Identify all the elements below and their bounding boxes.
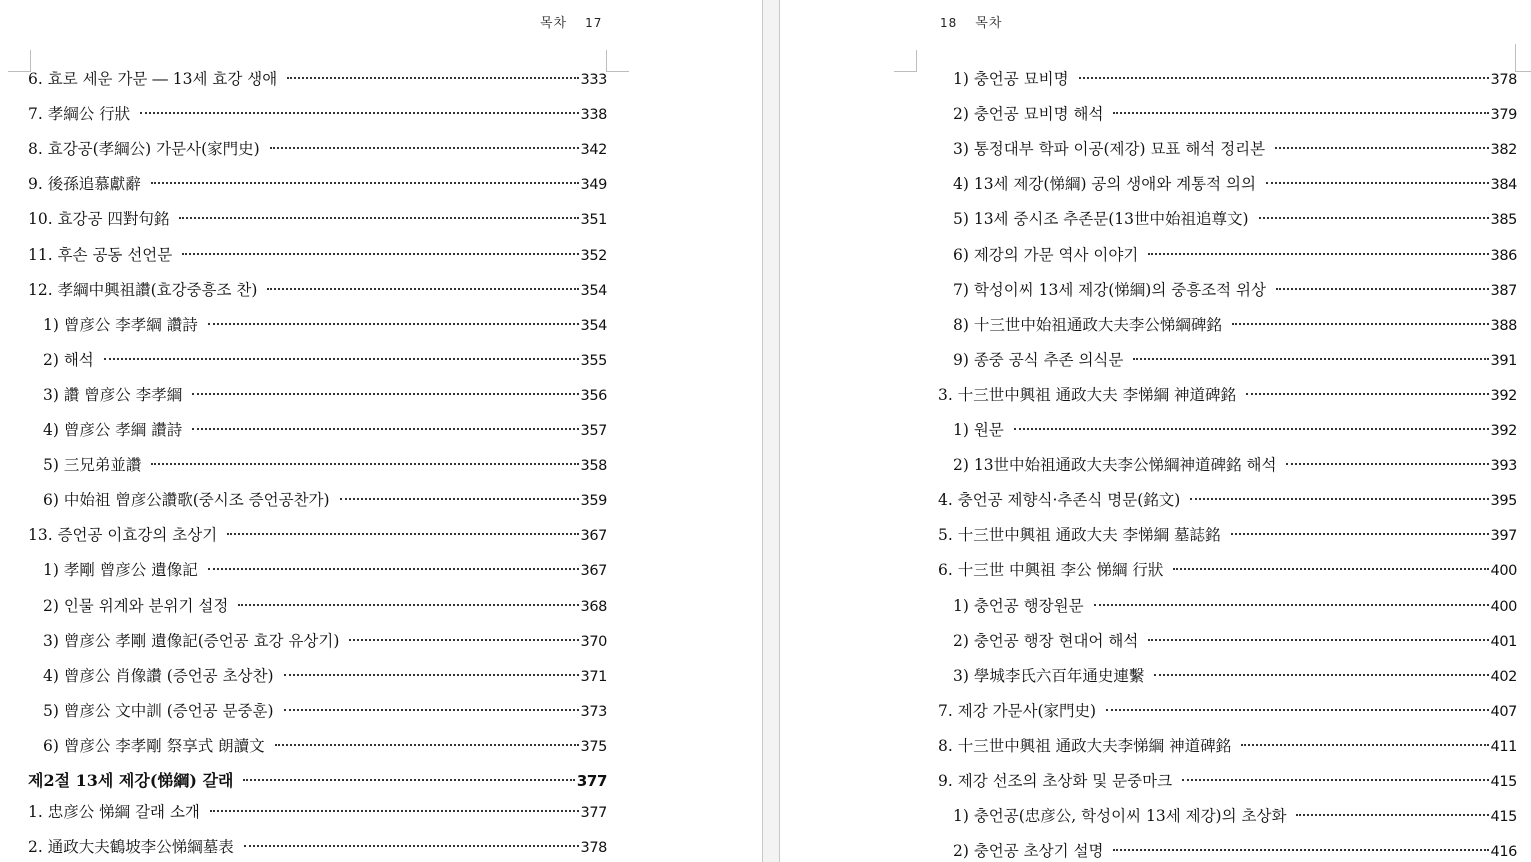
toc-entry-page-number: 354: [580, 283, 607, 299]
toc-entry: [43, 487, 607, 513]
toc-dot-leader: [1259, 217, 1489, 219]
toc-entry-page-number: 386: [1490, 248, 1517, 264]
toc-entry-page-number: 397: [1490, 528, 1517, 544]
toc-entry-page-number: 377: [576, 772, 607, 790]
toc-entry: [953, 206, 1517, 232]
toc-entry: [43, 382, 607, 408]
toc-dot-leader: [1241, 744, 1488, 746]
toc-entry-page-number: 368: [580, 599, 607, 615]
toc-dot-leader: [151, 182, 579, 184]
toc-entry: [953, 242, 1517, 268]
toc-entry: [938, 382, 1517, 408]
crop-mark: [916, 50, 917, 72]
toc-entry-title: 1) 충언공 행장원문: [953, 597, 1084, 615]
toc-dot-leader: [243, 779, 574, 781]
toc-entry-page-number: 416: [1490, 844, 1517, 860]
toc-dot-leader: [182, 253, 578, 255]
toc-entry-title: 6) 제강의 가문 역사 이야기: [953, 246, 1139, 264]
toc-entry-title: 4. 충언공 제향식·추존식 명문(銘文): [938, 491, 1181, 509]
toc-entry: [28, 171, 607, 197]
toc-dot-leader: [192, 428, 578, 430]
toc-entry-title: 제2절 13세 제강(悌綱) 갈래: [28, 771, 234, 790]
toc-dot-leader: [1246, 393, 1489, 395]
header-label: 목차: [975, 16, 1003, 31]
toc-entry-title: 6) 曾彦公 李孝剛 祭享式 朗讀文: [43, 737, 265, 755]
toc-entry-page-number: 402: [1490, 669, 1517, 685]
toc-entry-page-number: 358: [580, 458, 607, 474]
toc-entry: [43, 312, 607, 338]
toc-entry-title: 5. 十三世中興祖 通政大夫 李悌綱 墓誌銘: [938, 526, 1221, 544]
toc-dot-leader: [1296, 814, 1488, 816]
toc-entry-page-number: 354: [580, 318, 607, 334]
crop-mark: [607, 71, 629, 72]
toc-entry-page-number: 373: [580, 704, 607, 720]
toc-entry-page-number: 375: [580, 739, 607, 755]
toc-entry-title: 4) 13세 제강(悌綱) 공의 생애와 계통적 의의: [953, 175, 1256, 193]
toc-dot-leader: [1014, 428, 1489, 430]
toc-entry: [28, 768, 607, 794]
right-page: [780, 0, 1531, 862]
toc-entry-title: 10. 효강공 四對句銘: [28, 210, 170, 228]
toc-entry-page-number: 359: [580, 493, 607, 509]
toc-entry-title: 2) 인물 위계와 분위기 설정: [43, 597, 229, 615]
toc-dot-leader: [275, 744, 579, 746]
toc-dot-leader: [340, 498, 579, 500]
toc-entry-title: 6) 中始祖 曾彦公讚歌(중시조 증언공찬가): [43, 491, 330, 509]
toc-dot-leader: [1266, 182, 1489, 184]
toc-entry-page-number: 352: [580, 248, 607, 264]
toc-entry-page-number: 395: [1490, 493, 1517, 509]
toc-entry-title: 3) 讚 曾彦公 李孝綱: [43, 386, 183, 404]
left-page: [0, 0, 762, 862]
toc-entry-title: 8) 十三世中始祖通政大夫李公悌綱碑銘: [953, 316, 1222, 334]
toc-entry: [43, 663, 607, 689]
toc-entry: [28, 206, 607, 232]
toc-entry-page-number: 392: [1490, 388, 1517, 404]
toc-dot-leader: [208, 568, 579, 570]
toc-entry-title: 3. 十三世中興祖 通政大夫 李悌綱 神道碑銘: [938, 386, 1236, 404]
toc-entry-page-number: 333: [580, 72, 607, 88]
toc-entry-page-number: 392: [1490, 423, 1517, 439]
toc-entry-title: 2. 通政大夫鶴坡李公悌綱墓表: [28, 838, 234, 856]
toc-entry: [938, 768, 1517, 794]
toc-entry: [953, 803, 1517, 829]
toc-entry: [43, 557, 607, 583]
toc-dot-leader: [1173, 568, 1488, 570]
toc-entry-page-number: 400: [1490, 599, 1517, 615]
toc-entry-title: 5) 曾彦公 文中訓 (증언공 문중훈): [43, 702, 274, 720]
toc-entry-title: 3) 學城李氏六百年通史連繫: [953, 667, 1145, 685]
toc-entry-page-number: 384: [1490, 177, 1517, 193]
toc-entry: [28, 522, 607, 548]
toc-entry: [938, 557, 1517, 583]
toc-dot-leader: [349, 639, 578, 641]
toc-entry: [953, 593, 1517, 619]
toc-dot-leader: [287, 77, 578, 79]
toc-dot-leader: [227, 533, 578, 535]
toc-dot-leader: [238, 604, 578, 606]
toc-dot-leader: [1113, 849, 1488, 851]
toc-entry: [953, 452, 1517, 478]
toc-entry: [953, 628, 1517, 654]
toc-entry-page-number: 371: [580, 669, 607, 685]
toc-entry-page-number: 378: [1490, 72, 1517, 88]
toc-entry-title: 1) 曾彦公 李孝綱 讚詩: [43, 316, 198, 334]
toc-entry-page-number: 367: [580, 563, 607, 579]
toc-entry-page-number: 393: [1490, 458, 1517, 474]
toc-dot-leader: [1190, 498, 1488, 500]
toc-entry-title: 13. 증언공 이효강의 초상기: [28, 526, 218, 544]
toc-entry-page-number: 382: [1490, 142, 1517, 158]
toc-dot-leader: [104, 358, 579, 360]
toc-entry-page-number: 415: [1490, 809, 1517, 825]
toc-dot-leader: [267, 288, 578, 290]
toc-entry-page-number: 391: [1490, 353, 1517, 369]
toc-entry: [28, 136, 607, 162]
toc-entry: [953, 312, 1517, 338]
toc-entry: [28, 277, 607, 303]
toc-dot-leader: [1113, 112, 1488, 114]
toc-entry-page-number: 385: [1490, 212, 1517, 228]
toc-dot-leader: [270, 147, 579, 149]
toc-entry: [28, 242, 607, 268]
toc-entry-page-number: 338: [580, 107, 607, 123]
toc-entry: [953, 136, 1517, 162]
toc-entry: [953, 171, 1517, 197]
toc-entry-title: 8. 十三世中興祖 通政大夫李悌綱 神道碑銘: [938, 737, 1232, 755]
toc-entry-page-number: 342: [580, 142, 607, 158]
toc-entry: [938, 487, 1517, 513]
toc-dot-leader: [192, 393, 578, 395]
toc-entry: [28, 66, 607, 92]
toc-entry-title: 7. 제강 가문사(家門史): [938, 702, 1097, 720]
header-page-number: 17: [585, 16, 603, 30]
toc-entry: [953, 101, 1517, 127]
toc-entry: [953, 277, 1517, 303]
toc-dot-leader: [1148, 253, 1488, 255]
toc-entry-title: 1) 충언공 묘비명: [953, 70, 1069, 88]
toc-entry: [28, 101, 607, 127]
toc-entry: [43, 733, 607, 759]
toc-entry-page-number: 377: [580, 805, 607, 821]
toc-entry-title: 1) 충언공(忠彦公, 학성이씨 13세 제강)의 초상화: [953, 807, 1287, 825]
toc-entry-title: 8. 효강공(孝綱公) 가문사(家門史): [28, 140, 260, 158]
toc-entry-title: 9. 제강 선조의 초상화 및 문중마크: [938, 772, 1173, 790]
toc-entry-page-number: 415: [1490, 774, 1517, 790]
toc-entry-title: 2) 충언공 행장 현대어 해석: [953, 632, 1139, 650]
toc-entry-title: 3) 曾彦公 孝剛 遺像記(증언공 효강 유상기): [43, 632, 340, 650]
toc-entry-title: 5) 三兄弟並讚: [43, 456, 142, 474]
toc-entry-title: 2) 충언공 초상기 설명: [953, 842, 1104, 860]
toc-entry-page-number: 400: [1490, 563, 1517, 579]
toc-entry-title: 1) 孝剛 曾彦公 遺像記: [43, 561, 198, 579]
toc-entry: [953, 663, 1517, 689]
toc-entry-title: 3) 통정대부 학파 이공(제강) 묘표 해석 정리본: [953, 140, 1266, 158]
toc-entry-page-number: 378: [580, 840, 607, 856]
toc-entry-title: 7. 孝綱公 行狀: [28, 105, 131, 123]
crop-mark: [8, 71, 30, 72]
header-page-number: 18: [940, 16, 958, 30]
toc-entry-page-number: 401: [1490, 634, 1517, 650]
toc-dot-leader: [284, 709, 579, 711]
toc-entry-title: 1. 忠彦公 悌綱 갈래 소개: [28, 803, 200, 821]
toc-entry-page-number: 370: [580, 634, 607, 650]
toc-dot-leader: [1094, 604, 1489, 606]
toc-entry-title: 4) 曾彦公 孝綱 讚詩: [43, 421, 183, 439]
page-divider: [762, 0, 780, 862]
toc-entry: [43, 698, 607, 724]
toc-dot-leader: [1182, 779, 1488, 781]
toc-entry-page-number: 367: [580, 528, 607, 544]
toc-entry-title: 9) 종중 공식 추존 의식문: [953, 351, 1124, 369]
toc-entry: [938, 698, 1517, 724]
toc-entry: [43, 452, 607, 478]
toc-entry-page-number: 357: [580, 423, 607, 439]
toc-entry-title: 6. 十三世 中興祖 李公 悌綱 行狀: [938, 561, 1164, 579]
toc-entry: [938, 733, 1517, 759]
toc-entry: [953, 66, 1517, 92]
toc-entry-page-number: 387: [1490, 283, 1517, 299]
toc-dot-leader: [1232, 323, 1489, 325]
toc-entry: [953, 347, 1517, 373]
toc-entry: [43, 347, 607, 373]
toc-entry-title: 11. 후손 공동 선언문: [28, 246, 173, 264]
toc-entry-page-number: 379: [1490, 107, 1517, 123]
toc-dot-leader: [284, 674, 579, 676]
toc-dot-leader: [1133, 358, 1488, 360]
toc-dot-leader: [1154, 674, 1488, 676]
toc-dot-leader: [1231, 533, 1489, 535]
toc-entry-page-number: 356: [580, 388, 607, 404]
toc-entry: [43, 417, 607, 443]
toc-entry-title: 2) 해석: [43, 351, 94, 369]
toc-dot-leader: [1276, 288, 1489, 290]
toc-dot-leader: [1275, 147, 1488, 149]
toc-entry-title: 5) 13세 중시조 추존문(13世中始祖追尊文): [953, 210, 1249, 228]
page-header: [540, 12, 602, 31]
toc-entry-title: 9. 後孫追慕獻辭: [28, 175, 141, 193]
toc-entry-title: 1) 원문: [953, 421, 1004, 439]
toc-dot-leader: [151, 463, 578, 465]
toc-dot-leader: [1079, 77, 1489, 79]
toc-entry-page-number: 407: [1490, 704, 1517, 720]
toc-entry: [28, 834, 607, 860]
toc-dot-leader: [179, 217, 578, 219]
toc-dot-leader: [1148, 639, 1488, 641]
toc-entry: [938, 522, 1517, 548]
toc-dot-leader: [208, 323, 579, 325]
toc-entry-title: 4) 曾彦公 肖像讚 (증언공 초상찬): [43, 667, 274, 685]
header-label: 목차: [540, 16, 568, 31]
toc-entry-page-number: 411: [1490, 739, 1517, 755]
toc-entry: [43, 593, 607, 619]
toc-dot-leader: [244, 845, 579, 847]
toc-entry-title: 7) 학성이씨 13세 제강(悌綱)의 중흥조적 위상: [953, 281, 1266, 299]
toc-dot-leader: [1106, 709, 1488, 711]
toc-entry-page-number: 349: [580, 177, 607, 193]
toc-entry: [953, 838, 1517, 862]
toc-entry-page-number: 355: [580, 353, 607, 369]
toc-entry: [953, 417, 1517, 443]
toc-entry-title: 6. 효로 세운 가문 ― 13세 효강 생애: [28, 70, 278, 88]
toc-dot-leader: [210, 810, 579, 812]
toc-dot-leader: [140, 112, 578, 114]
crop-mark: [1516, 71, 1531, 72]
toc-dot-leader: [1286, 463, 1488, 465]
toc-entry-title: 2) 13世中始祖通政大夫李公悌綱神道碑銘 해석: [953, 456, 1277, 474]
toc-entry-title: 12. 孝綱中興祖讚(효강중흥조 찬): [28, 281, 258, 299]
toc-entry: [43, 628, 607, 654]
page-header: [940, 12, 1002, 31]
toc-entry-title: 2) 충언공 묘비명 해석: [953, 105, 1104, 123]
toc-entry: [28, 799, 607, 825]
toc-entry-page-number: 388: [1490, 318, 1517, 334]
crop-mark: [894, 71, 916, 72]
toc-entry-page-number: 351: [580, 212, 607, 228]
